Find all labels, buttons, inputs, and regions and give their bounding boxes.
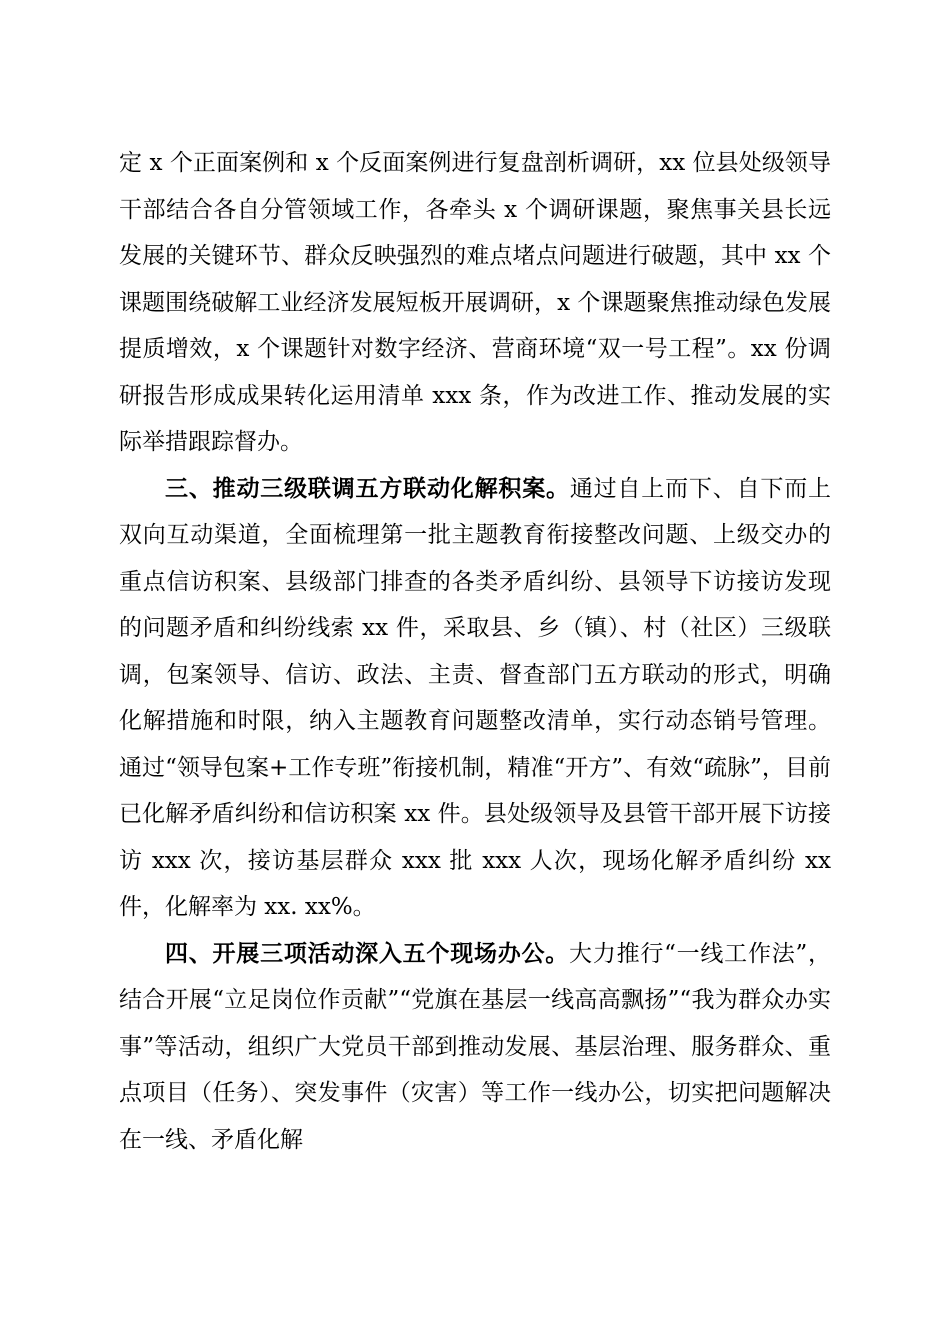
paragraph-section-four (119, 931, 831, 1164)
paragraph-text: 大力推行“一线工作法”，结合开展“立足岗位作贡献”“党旗在基层一线高高飘扬”“我为群众办实事”等活动，组织广大党员干部到推动发展、基层治理、服务群众、重点项目（任务）、突发事件（灾害）等工作一线办公，切实把问题解决在一线、矛盾化解 (119, 940, 831, 1153)
section-heading: 四、开展三项活动深入五个现场办公。 (165, 940, 570, 967)
document-body (119, 140, 831, 1163)
paragraph-continued (119, 140, 831, 466)
paragraph-section-three (119, 466, 831, 931)
paragraph-text: 通过自上而下、自下而上双向互动渠道，全面梳理第一批主题教育衔接整改问题、上级交办的重点信访积案、县级部门排查的各类矛盾纠纷、县领导下访接访发现的问题矛盾和纠纷线索 xx 件，采取县、乡（镇）、村（社区）三级联调，包案领导、信访、政法、主责、督查部门五方联动的形式，明确化解措施和时限，纳入主题教育问题整改清单，实行动态销号管理。通过“领导包案+工作专班”衔接机制，精准“开方”、有效“疏脉”，目前已化解矛盾纠纷和信访积案 xx 件。县处级领导及县管干部开展下访接访 xxx 次，接访基层群众 xxx 批 xxx 人次，现场化解矛盾纠纷 xx 件，化解率为 xx. xx%。 (119, 475, 832, 920)
paragraph-text: 定 x 个正面案例和 x 个反面案例进行复盘剖析调研，xx 位县处级领导干部结合各自分管领域工作，各牵头 x 个调研课题，聚焦事关县长远发展的关键环节、群众反映强烈的难点堵点问题进行破题，其中 xx 个课题围绕破解工业经济发展短板开展调研，x 个课题聚焦推动绿色发展提质增效，x 个课题针对数字经济、营商环境“双一号工程”。xx 份调研报告形成成果转化运用清单 xxx 条，作为改进工作、推动发展的实际举措跟踪督办。 (119, 150, 831, 455)
section-heading: 三、推动三级联调五方联动化解积案。 (165, 475, 570, 502)
